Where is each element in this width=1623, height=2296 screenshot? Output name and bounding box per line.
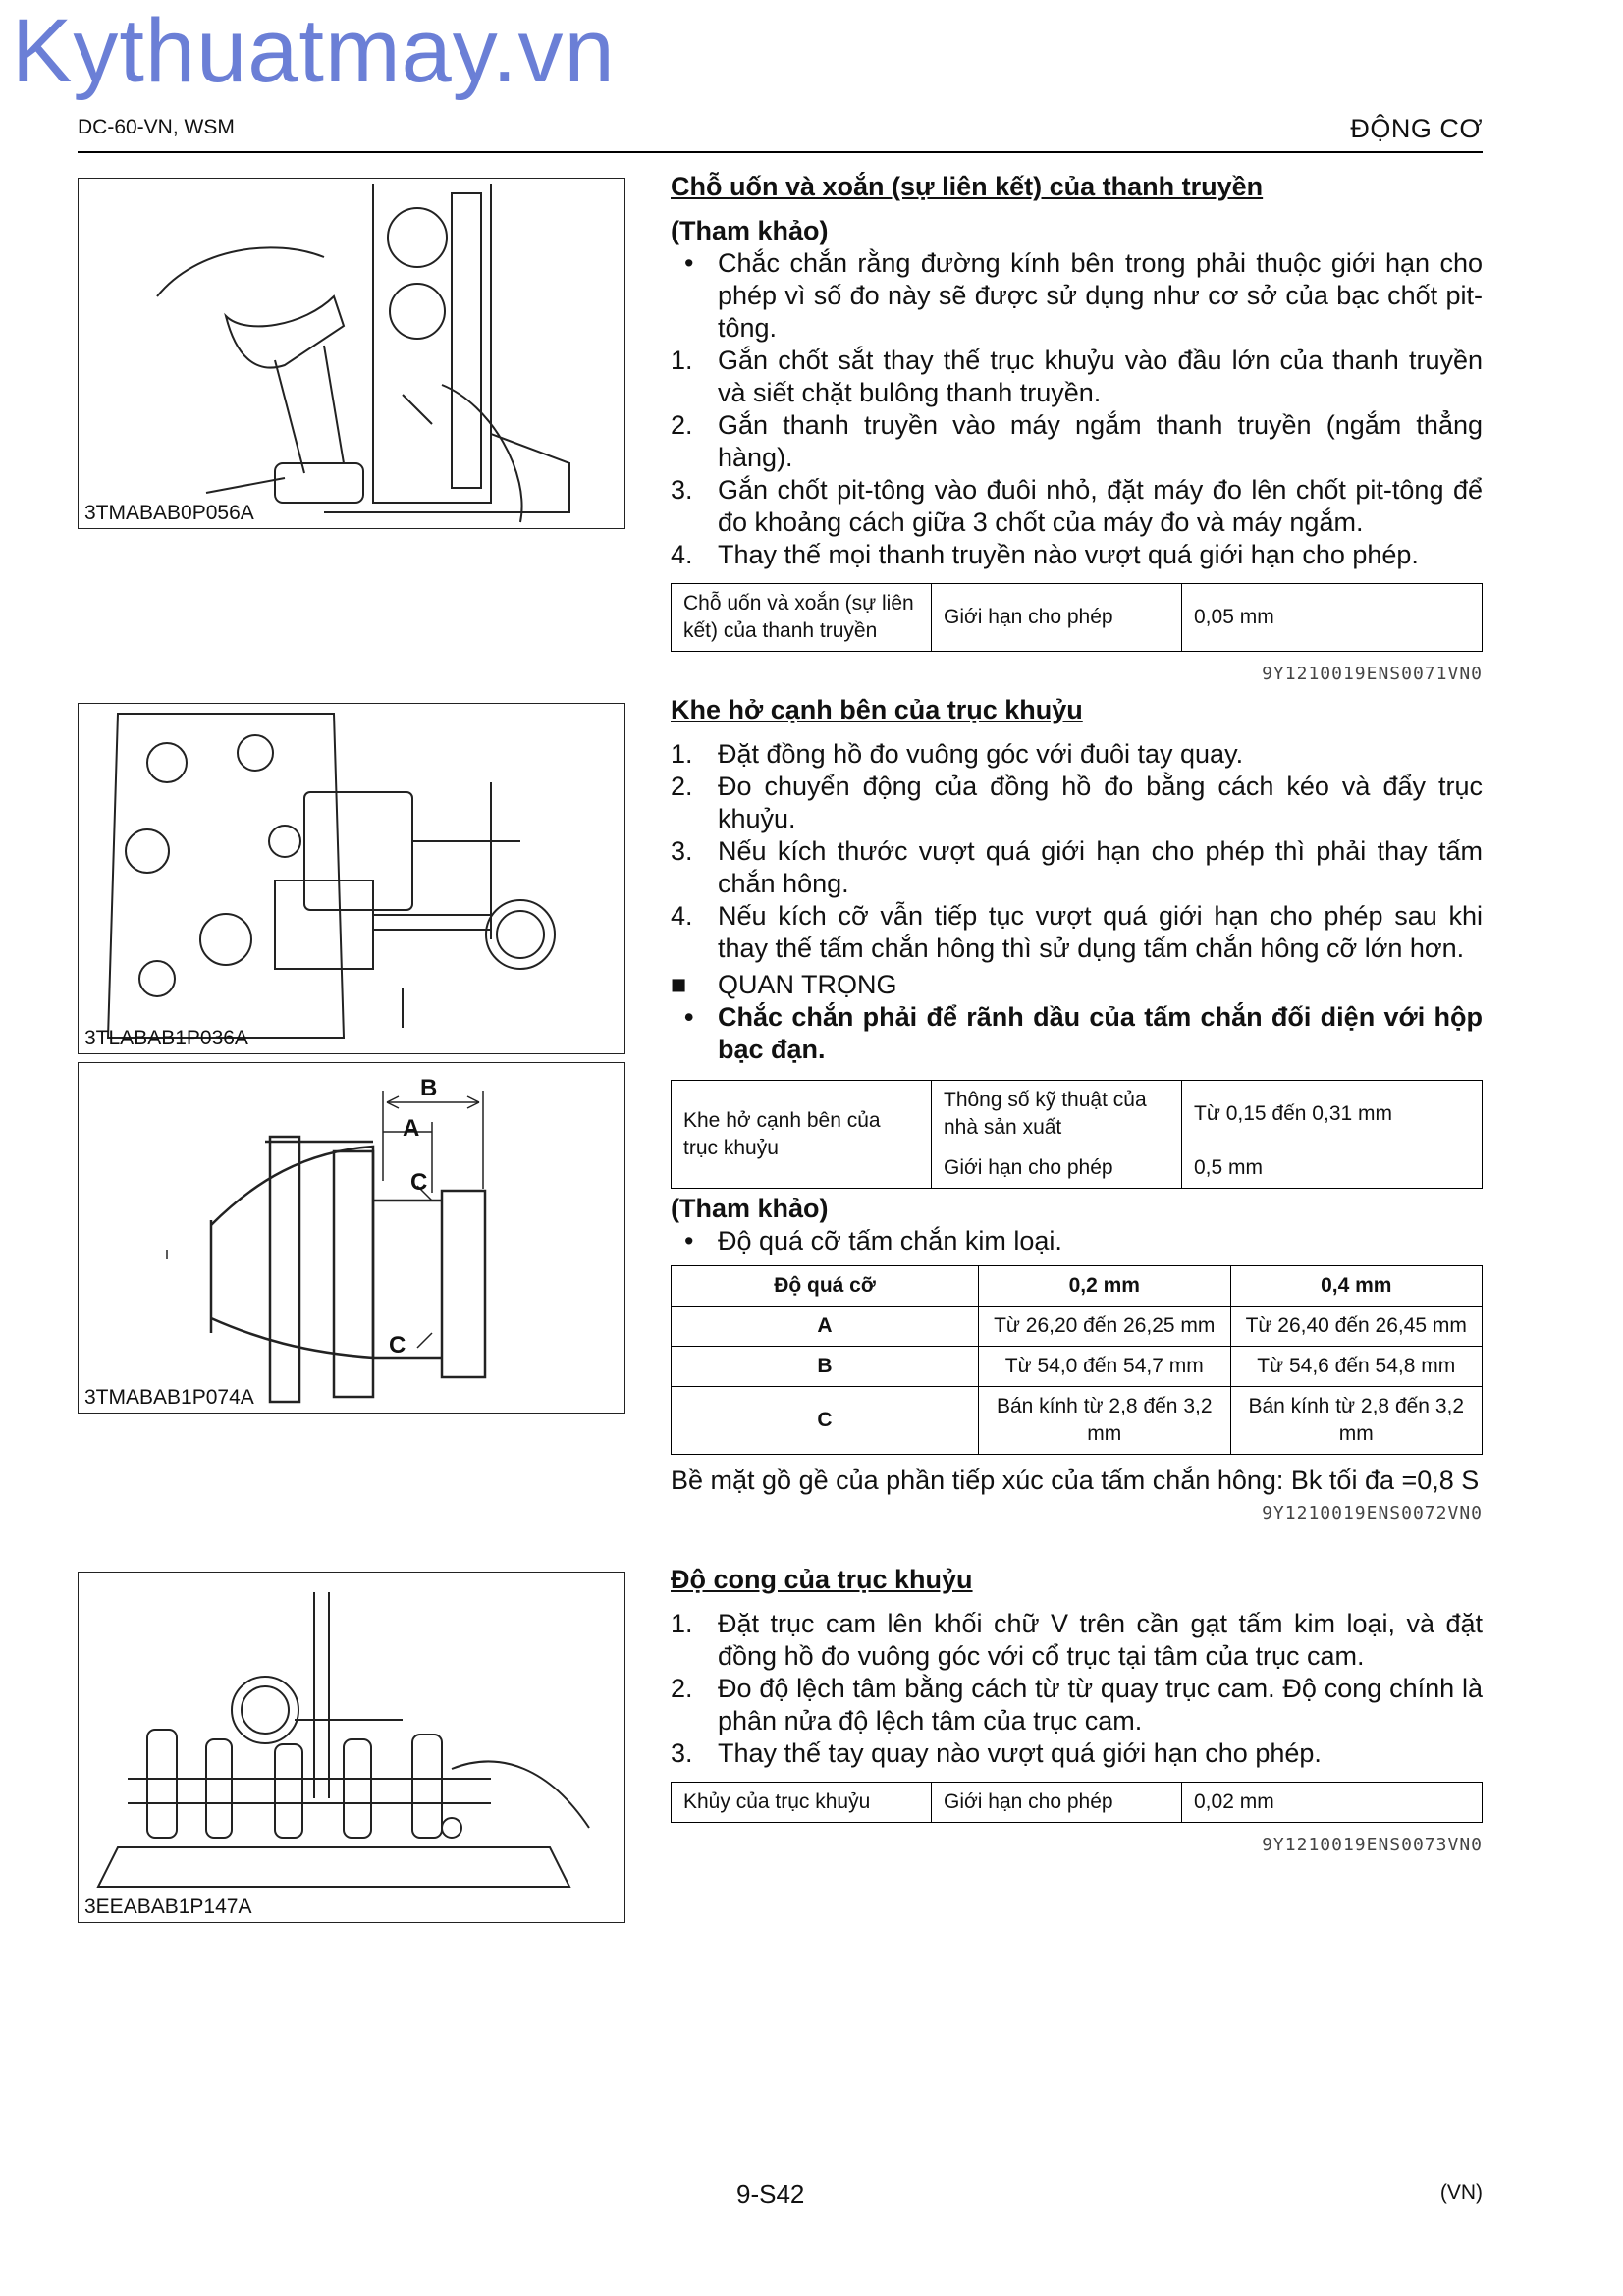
figure-caption: 3TLABAB1P036A [84, 1027, 248, 1049]
figure-crankshaft-bend [78, 1572, 625, 1923]
doc-code: 9Y1210019ENS0072VN0 [1262, 1503, 1483, 1523]
table-row: A Từ 26,20 đến 26,25 mm Từ 26,40 đến 26,45 mm [672, 1307, 1483, 1347]
figure-caption: 3TMABAB0P056A [84, 502, 254, 524]
figure-caption: 3EEABAB1P147A [84, 1896, 252, 1918]
table-row: B Từ 54,0 đến 54,7 mm Từ 54,6 đến 54,8 mm [672, 1347, 1483, 1387]
oversize-table [671, 1265, 1483, 1455]
spec-value: Từ 0,15 đến 0,31 mm [1182, 1081, 1483, 1148]
spec-label: Thông số kỹ thuật của nhà sản xuất [932, 1081, 1182, 1148]
figure-caption: 3TMABAB1P074A [84, 1386, 254, 1409]
header-chapter: ĐỘNG CƠ [1350, 114, 1483, 143]
important-bullet: • Chắc chắn phải để rãnh dầu của tấm chắn đối diện với hộp bạc đạn. [684, 1002, 1483, 1064]
section-crankshaft-bend [671, 1564, 1483, 1861]
step-item: 4. Thay thế mọi thanh truyền nào vượt quá giới hạn cho phép. [671, 540, 1419, 569]
section-title: Khe hở cạnh bên của trục khuỷu [671, 695, 1083, 724]
important-notice: ■ QUAN TRỌNG [671, 970, 897, 999]
spec-item: Khủy của trục khuỷu [672, 1783, 932, 1823]
language-tag: (VN) [1439, 2181, 1483, 2204]
spec-item: Khe hở cạnh bên của trục khuỷu [672, 1081, 932, 1189]
step-item: 4. Nếu kích cỡ vẫn tiếp tục vượt quá giới hạn cho phép sau khi thay thế tấm chắn hông thì sử dụng tấm chắn hông cỡ lớn hơn. [671, 901, 1483, 963]
spec-table [671, 583, 1483, 652]
spec-value: 0,05 mm [1182, 584, 1483, 652]
spec-table [671, 1782, 1483, 1823]
oversize-header: 0,4 mm [1230, 1266, 1483, 1307]
spec-label: Giới hạn cho phép [932, 584, 1182, 652]
crankshaft-bend-measurement-icon [79, 1573, 624, 1922]
connecting-rod-alignment-icon [79, 179, 624, 528]
page-number: 9-S42 [736, 2179, 805, 2209]
diagram-label-c-bottom: C [389, 1332, 406, 1359]
oversize-header: Độ quá cỡ [672, 1266, 979, 1307]
step-item: 3. Thay thế tay quay nào vượt quá giới hạn cho phép. [671, 1738, 1322, 1768]
step-item: 1. Gắn chốt sắt thay thế trục khuỷu vào đầu lớn của thanh truyền và siết chặt bulông thanh truyền. [671, 346, 1483, 407]
oversize-header: 0,2 mm [979, 1266, 1231, 1307]
step-item: 3. Nếu kích thước vượt quá giới hạn cho phép thì phải thay tấm chắn hông. [671, 836, 1483, 898]
figure-connecting-rod [78, 178, 625, 529]
crankshaft-dial-gauge-icon [79, 704, 624, 1053]
section-crankshaft-side-clearance [671, 694, 1483, 1529]
step-item: 1. Đặt đồng hồ đo vuông góc với đuôi tay quay. [671, 739, 1244, 769]
section-connecting-rod-alignment [671, 171, 1483, 690]
row-label: B [672, 1347, 979, 1387]
section-title: Chỗ uốn và xoắn (sự liên kết) của thanh truyền [671, 172, 1264, 201]
spec-item: Chỗ uốn và xoắn (sự liên kết) của thanh truyền [672, 584, 932, 652]
watermark: Kythuatmay.vn [12, 1, 616, 101]
row-label: C [672, 1387, 979, 1455]
step-item: 2. Đo chuyển động của đồng hồ đo bằng cách kéo và đẩy trục khuỷu. [671, 772, 1483, 833]
spec-table [671, 1080, 1483, 1189]
diagram-label-a: A [403, 1115, 420, 1142]
roughness-note: Bề mặt gồ gề của phần tiếp xúc của tấm chắn hông: Bk tối đa =0,8 S [671, 1466, 1480, 1495]
step-item: 2. Đo độ lệch tâm bằng cách từ từ quay trục cam. Độ cong chính là phân nửa độ lệch tâm của trục cam. [671, 1674, 1483, 1735]
figure-crankshaft-gauge [78, 703, 625, 1054]
limit-value: 0,5 mm [1182, 1148, 1483, 1189]
bullet-item: • Độ quá cỡ tấm chắn kim loại. [684, 1226, 1062, 1255]
row-label: A [672, 1307, 979, 1347]
section-title: Độ cong của trục khuỷu [671, 1565, 973, 1594]
header-doc-code: DC-60-VN, WSM [78, 116, 235, 138]
step-item: 2. Gắn thanh truyền vào máy ngắm thanh truyền (ngắm thẳng hàng). [671, 410, 1483, 472]
table-row: C Bán kính từ 2,8 đến 3,2 mm Bán kính từ 2,8 đến 3,2 mm [672, 1387, 1483, 1455]
spec-value: 0,02 mm [1182, 1783, 1483, 1823]
doc-code: 9Y1210019ENS0071VN0 [1262, 664, 1483, 684]
spec-label: Giới hạn cho phép [932, 1783, 1182, 1823]
figure-thrust-clearance [78, 1062, 625, 1414]
diagram-label-b: B [420, 1075, 438, 1101]
diagram-label-c-top: C [410, 1169, 428, 1196]
doc-code: 9Y1210019ENS0073VN0 [1262, 1835, 1483, 1855]
reference-label: (Tham khảo) [671, 1194, 829, 1223]
thrust-bearing-diagram-icon [79, 1063, 624, 1413]
step-item: 1. Đặt trục cam lên khối chữ V trên cần gạt tấm kim loại, và đặt đồng hồ đo vuông góc với cổ trục tại tâm của trục cam. [671, 1609, 1483, 1671]
square-bullet-icon: ■ [671, 970, 687, 999]
bullet-item: • Chắc chắn rằng đường kính bên trong phải thuộc giới hạn cho phép vì số đo này sẽ được sử dụng như cơ sở của bạc chốt pit-tông. [684, 248, 1483, 343]
header-rule [78, 151, 1483, 153]
limit-label: Giới hạn cho phép [932, 1148, 1182, 1189]
step-item: 3. Gắn chốt pit-tông vào đuôi nhỏ, đặt máy đo lên chốt pit-tông để đo khoảng cách giữa 3 chốt của máy đo và máy ngắm. [671, 475, 1483, 537]
reference-label: (Tham khảo) [671, 216, 829, 245]
